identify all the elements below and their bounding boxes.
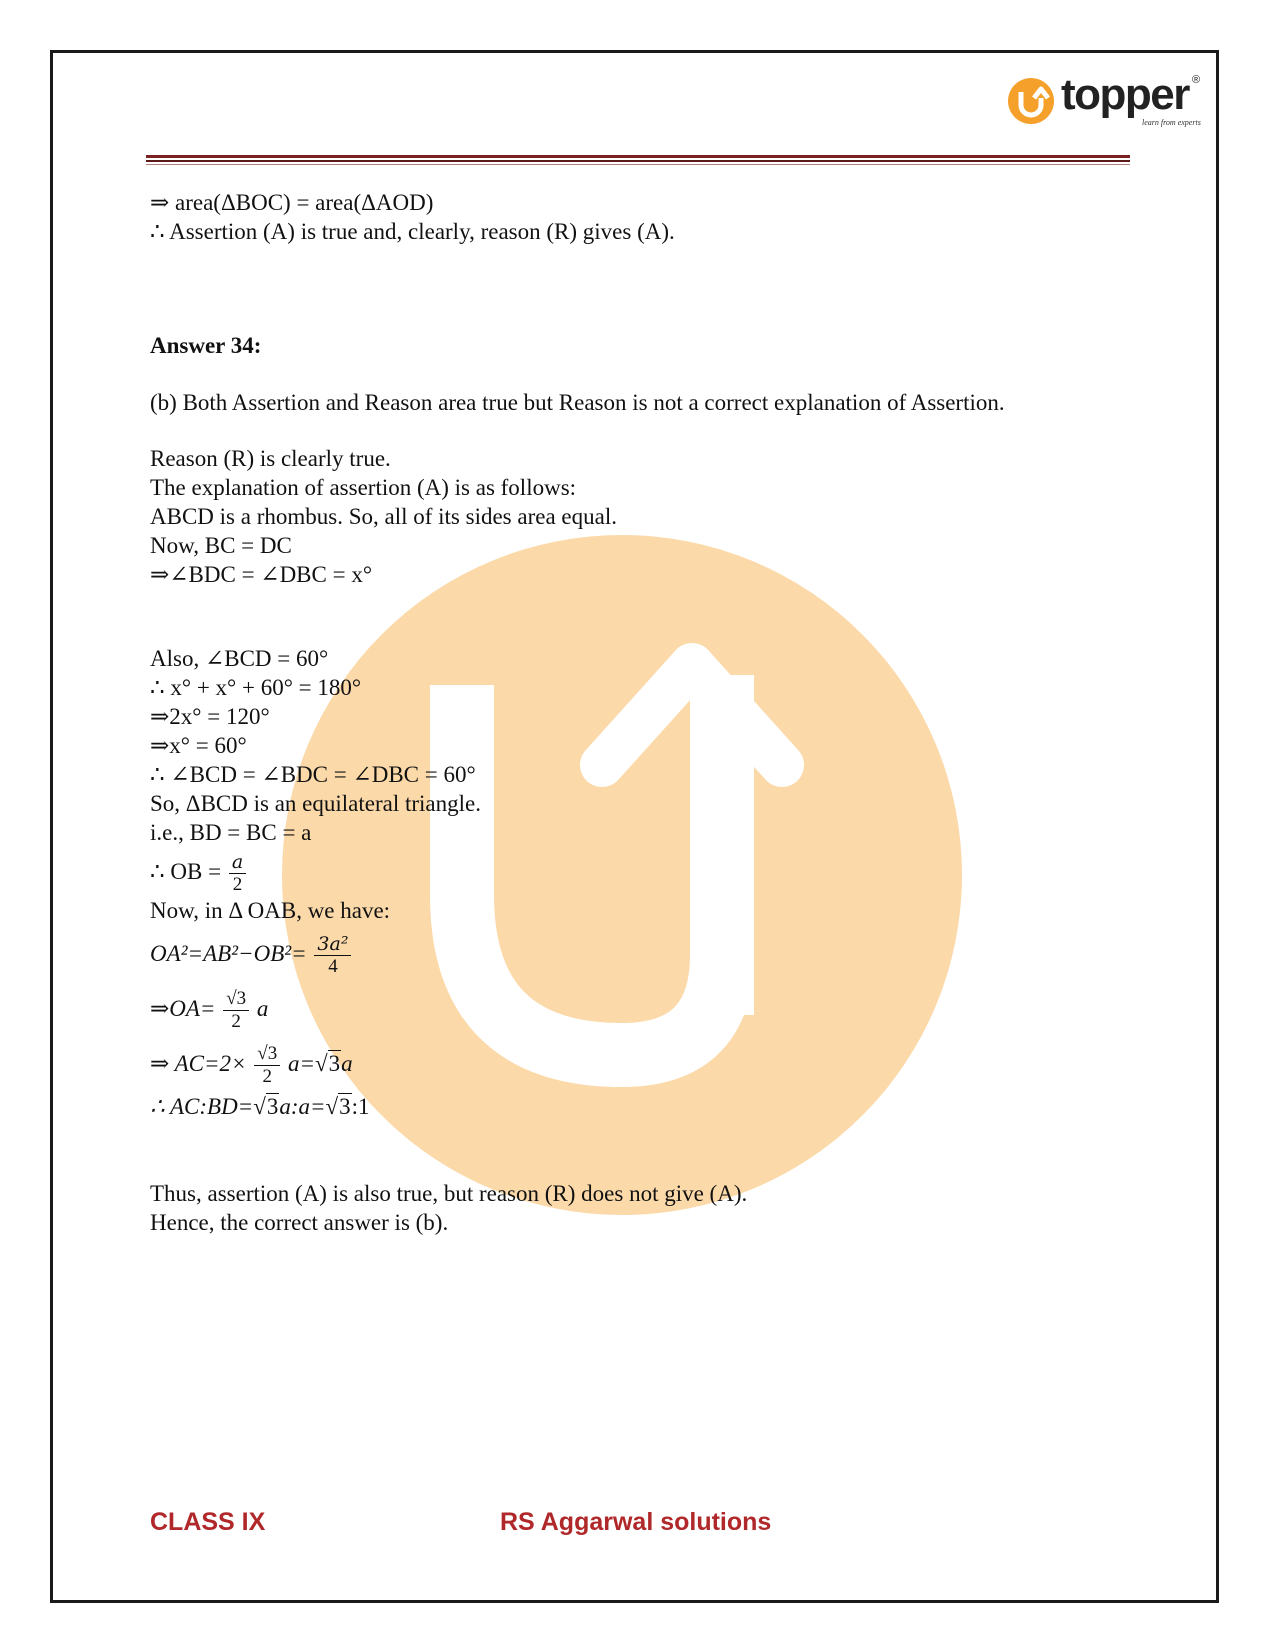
answer-line: Now, BC = DC — [150, 533, 292, 558]
conclusion-line-2: Hence, the correct answer is (b). — [150, 1210, 449, 1235]
answer-line: Also, ∠BCD = 60° — [150, 646, 329, 671]
intro-line-1: ⇒ area(ΔBOC) = area(ΔAOD) — [150, 190, 434, 215]
ratio-suffix: :1 — [351, 1094, 370, 1119]
ob-equation — [150, 851, 1130, 896]
answer-line: i.e., BD = BC = a — [150, 820, 312, 845]
ac-mid: a=√ — [282, 1050, 328, 1076]
ob-denominator: 2 — [229, 873, 246, 896]
ratio-sqrt-2 — [338, 1092, 352, 1121]
ac-denominator: 2 — [254, 1065, 280, 1088]
answer-choice: (b) Both Assertion and Reason area true but Reason is not a correct explanation of Assertion. — [150, 390, 1005, 415]
intro-line-2: ∴ Assertion (A) is true and, clearly, reason (R) gives (A). — [150, 219, 675, 244]
oa-numerator: √3 — [226, 988, 247, 1009]
ob-prefix: ∴ OB = — [150, 858, 222, 884]
ob-fraction — [229, 851, 246, 896]
logo-brand-text: topper — [1061, 70, 1189, 119]
ratio-mid: a:a=√ — [279, 1094, 339, 1119]
ratio-radicand-1: 3 — [266, 1094, 279, 1119]
oa-denominator: 2 — [223, 1010, 249, 1033]
oa-suffix: a — [256, 995, 269, 1021]
ac-equation — [150, 1043, 1130, 1088]
answer-line: ⇒x° = 60° — [150, 733, 247, 758]
logo-tagline: learn from experts — [1142, 118, 1201, 127]
oab-line: Now, in Δ OAB, we have: — [150, 898, 391, 923]
oa-prefix: ⇒OA= — [150, 995, 216, 1021]
oa-equation — [150, 988, 1130, 1033]
ac-suffix: a — [341, 1050, 353, 1076]
logo-registered-mark: ® — [1192, 74, 1201, 86]
oa-fraction — [223, 988, 249, 1033]
footer-book-title: RS Aggarwal solutions — [500, 1508, 772, 1536]
ratio-equation — [150, 1092, 1130, 1121]
logo-circle-icon — [1008, 78, 1054, 124]
ac-sqrt — [328, 1049, 342, 1078]
oa-squared-equation — [150, 933, 1130, 978]
header-rule — [146, 155, 1130, 165]
conclusion-line-1: Thus, assertion (A) is also true, but reason (R) does not give (A). — [150, 1181, 748, 1206]
answer-line: ∴ x° + x° + 60° = 180° — [150, 675, 362, 700]
answer-line: The explanation of assertion (A) is as follows: — [150, 475, 577, 500]
answer-title: Answer 34: — [150, 333, 262, 358]
answer-line: So, ΔBCD is an equilateral triangle. — [150, 791, 481, 816]
oa2-fraction — [314, 933, 351, 978]
ratio-radicand-2: 3 — [339, 1094, 351, 1119]
answer-line: Reason (R) is clearly true. — [150, 446, 391, 471]
ratio-sqrt-1 — [266, 1092, 280, 1121]
ac-numerator: √3 — [257, 1043, 278, 1064]
answer-line: ABCD is a rhombus. So, all of its sides area equal. — [150, 504, 617, 529]
oa2-prefix: OA²=AB²−OB²= — [150, 940, 307, 966]
topper-logo — [1008, 72, 1208, 132]
oa2-numerator: 3a² — [317, 933, 349, 955]
footer-class-label: CLASS IX — [150, 1508, 266, 1536]
answer-line: ⇒∠BDC = ∠DBC = x° — [150, 562, 373, 587]
answer-line: ⇒2x° = 120° — [150, 704, 270, 729]
oa2-denominator: 4 — [314, 955, 351, 978]
ob-numerator: a — [231, 851, 244, 873]
ac-radicand: 3 — [328, 1050, 341, 1076]
ac-fraction — [254, 1043, 280, 1088]
answer-line: ∴ ∠BCD = ∠BDC = ∠DBC = 60° — [150, 762, 476, 787]
ac-prefix: ⇒ AC=2× — [150, 1050, 247, 1076]
ratio-prefix: ∴ AC:BD=√ — [150, 1094, 266, 1119]
solution-content — [150, 188, 1130, 1237]
